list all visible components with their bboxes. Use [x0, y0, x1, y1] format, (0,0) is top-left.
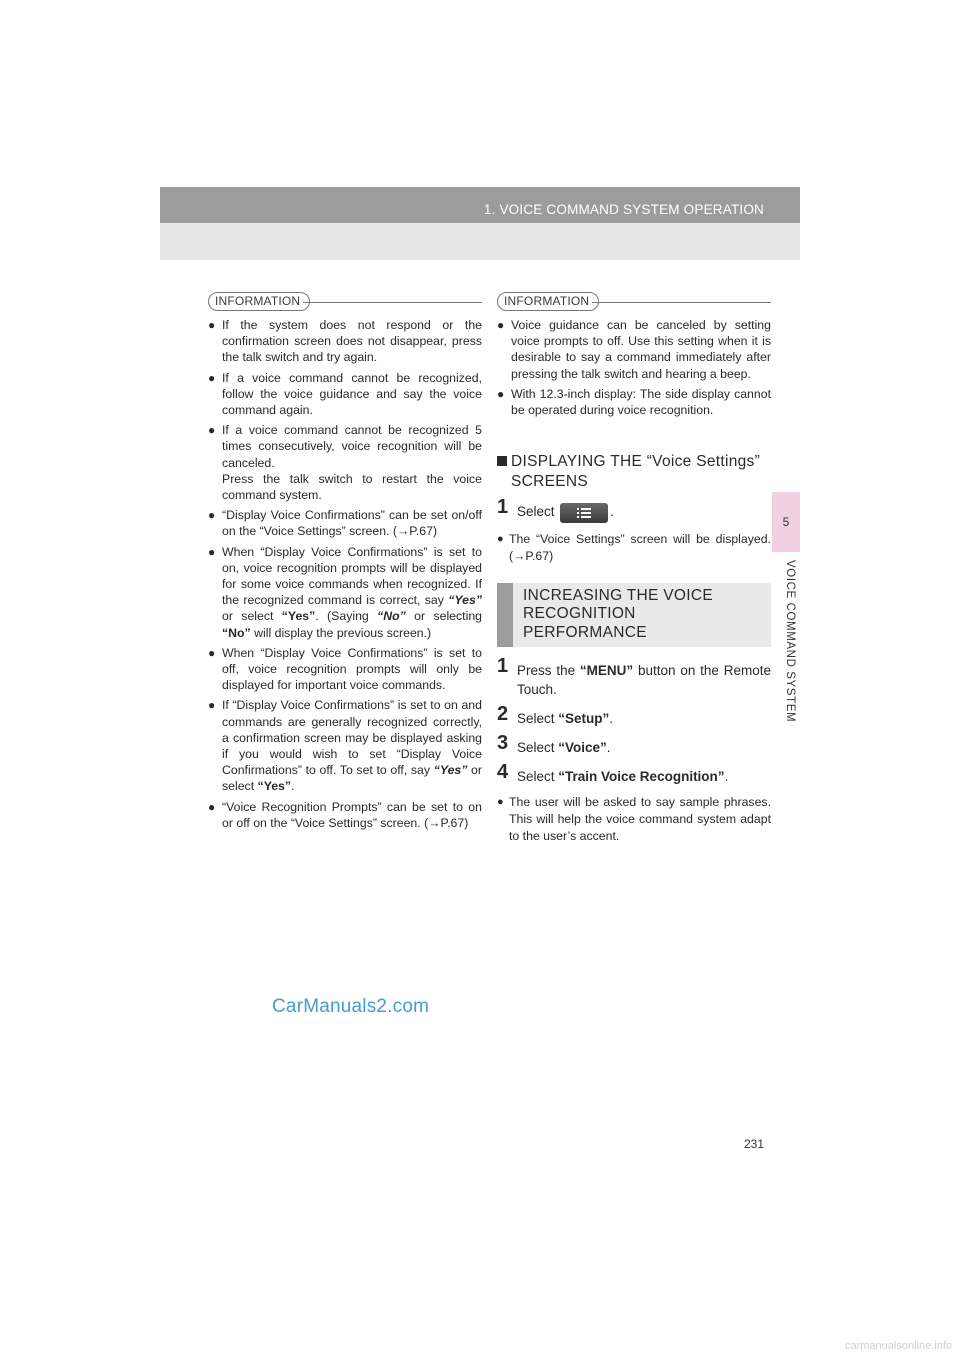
info-bullet [208, 799, 482, 831]
text-run: When “Display Voice Confirmations” is set to on, voice recognition prompts will be displayed for some voice commands when recognized. If the recognized command is correct, say [222, 544, 482, 608]
info-bullet [208, 645, 482, 694]
step [497, 496, 771, 522]
footer-watermark: carmanualsonline.info [844, 1340, 952, 1352]
bullet-text: ● With 12.3-inch display: The side display cannot be operated during voice recognition. [511, 386, 771, 418]
say-no: “No” [377, 609, 406, 624]
step-note: ● The “Voice Settings” screen will be displayed. (→P.67) [497, 531, 771, 565]
step [497, 702, 771, 728]
chapter-side-label: VOICE COMMAND SYSTEM [784, 560, 796, 723]
step [497, 731, 771, 757]
text-run: or selecting [405, 609, 482, 624]
header-title: 1. VOICE COMMAND SYSTEM OPERATION [483, 202, 764, 217]
yes-option: “Yes” [257, 779, 292, 794]
step [497, 654, 771, 699]
right-column [497, 292, 771, 845]
left-information-header [208, 292, 482, 317]
section-square-icon [497, 456, 507, 466]
bullet-text: Press the talk switch to restart the voice command system. [222, 471, 482, 503]
step-note: ● The user will be asked to say sample phrases. This will help the voice command system adapt to the user’s accent. [497, 794, 771, 845]
info-bullet [208, 507, 482, 539]
text-run: . [724, 768, 729, 784]
text-run: . (Saying [315, 609, 378, 624]
text-run: . [610, 504, 615, 520]
step [497, 760, 771, 786]
menu-list-button-icon [560, 503, 608, 523]
info-bullet [208, 544, 482, 641]
text-run: Select [517, 739, 559, 755]
right-information-header [497, 292, 771, 317]
chapter-tab: 5 [772, 492, 800, 552]
info-bullet [497, 386, 771, 418]
watermark-logo: CarManuals2.com [272, 996, 430, 1017]
topic-heading-box: INCREASING THE VOICE RECOGNITION PERFORMANCE [497, 583, 771, 647]
setup-button-label: “Setup” [558, 710, 610, 726]
section-title-text: DISPLAYING THE “Voice Settings” SCREENS [511, 453, 761, 491]
say-yes: “Yes” [448, 593, 482, 608]
text-run: Press the [517, 662, 580, 678]
yes-option: “Yes” [281, 609, 316, 624]
train-voice-button-label: “Train Voice Recognition” [558, 768, 725, 784]
step-number: 4 [497, 760, 509, 783]
left-column [208, 292, 482, 835]
header-sub-band [160, 223, 800, 260]
text-run: . [606, 739, 611, 755]
bullet-text [222, 697, 482, 794]
step-number: 1 [497, 654, 509, 677]
text-run: or select [222, 763, 482, 794]
information-label: INFORMATION [497, 292, 599, 311]
bullet-text: ● Voice guidance can be canceled by setting voice prompts to off. Use this setting when it is desirable to say a command immediately after pressing the talk switch and hearing a beep. [511, 318, 771, 381]
step-number: 2 [497, 702, 509, 725]
bullet-text: ● “Display Voice Confirmations” can be set on/off on the “Voice Settings” screen. (→P.67) [222, 508, 482, 539]
say-yes: “Yes” [433, 763, 468, 778]
section-title-voice-settings [497, 452, 771, 492]
bullet-text: ● When “Display Voice Confirmations” is set to off, voice recognition prompts will only be displayed for important voice commands. [222, 645, 482, 693]
text-run: . [291, 779, 295, 794]
page-number: 231 [744, 1137, 765, 1151]
bullet-text [222, 544, 482, 641]
header-bar [160, 187, 800, 223]
bullet-text: ● If a voice command cannot be recognized 5 times consecutively, voice recognition will be canceled. [222, 423, 482, 470]
text-run: button on the Remote Touch. [517, 662, 771, 697]
bullet-text: ● If the system does not respond or the confirmation screen does not disappear, press the talk switch and try again. [222, 318, 482, 365]
text-run: . [609, 710, 614, 726]
info-bullet [208, 697, 482, 794]
text-run: If “Display Voice Confirmations” is set to on and commands are generally recognized correctly, a confirmation screen may be displayed asking if you would wish to set “Display Voice Confirmations” to off. To set to off, say [222, 698, 482, 778]
info-bullet [497, 317, 771, 382]
information-label: INFORMATION [208, 292, 310, 311]
voice-button-label: “Voice” [558, 739, 607, 755]
text-run: Select [517, 710, 559, 726]
no-option: “No” [222, 625, 251, 640]
info-bullet [208, 317, 482, 366]
info-bullet [208, 422, 482, 503]
text-run: Select [517, 504, 555, 520]
text-run: Select [517, 768, 559, 784]
bullet-text: ● If a voice command cannot be recognized, follow the voice guidance and say the voice command again. [222, 370, 482, 418]
text-run: will display the previous screen.) [250, 625, 432, 640]
menu-button-label: “MENU” [579, 662, 634, 678]
step-number: 1 [497, 496, 509, 519]
text-run: or select [222, 609, 282, 624]
bullet-text: ● “Voice Recognition Prompts” can be set to on or off on the “Voice Settings” screen. (→P.67) [222, 799, 482, 830]
info-bullet [208, 370, 482, 419]
step-number: 3 [497, 731, 509, 754]
